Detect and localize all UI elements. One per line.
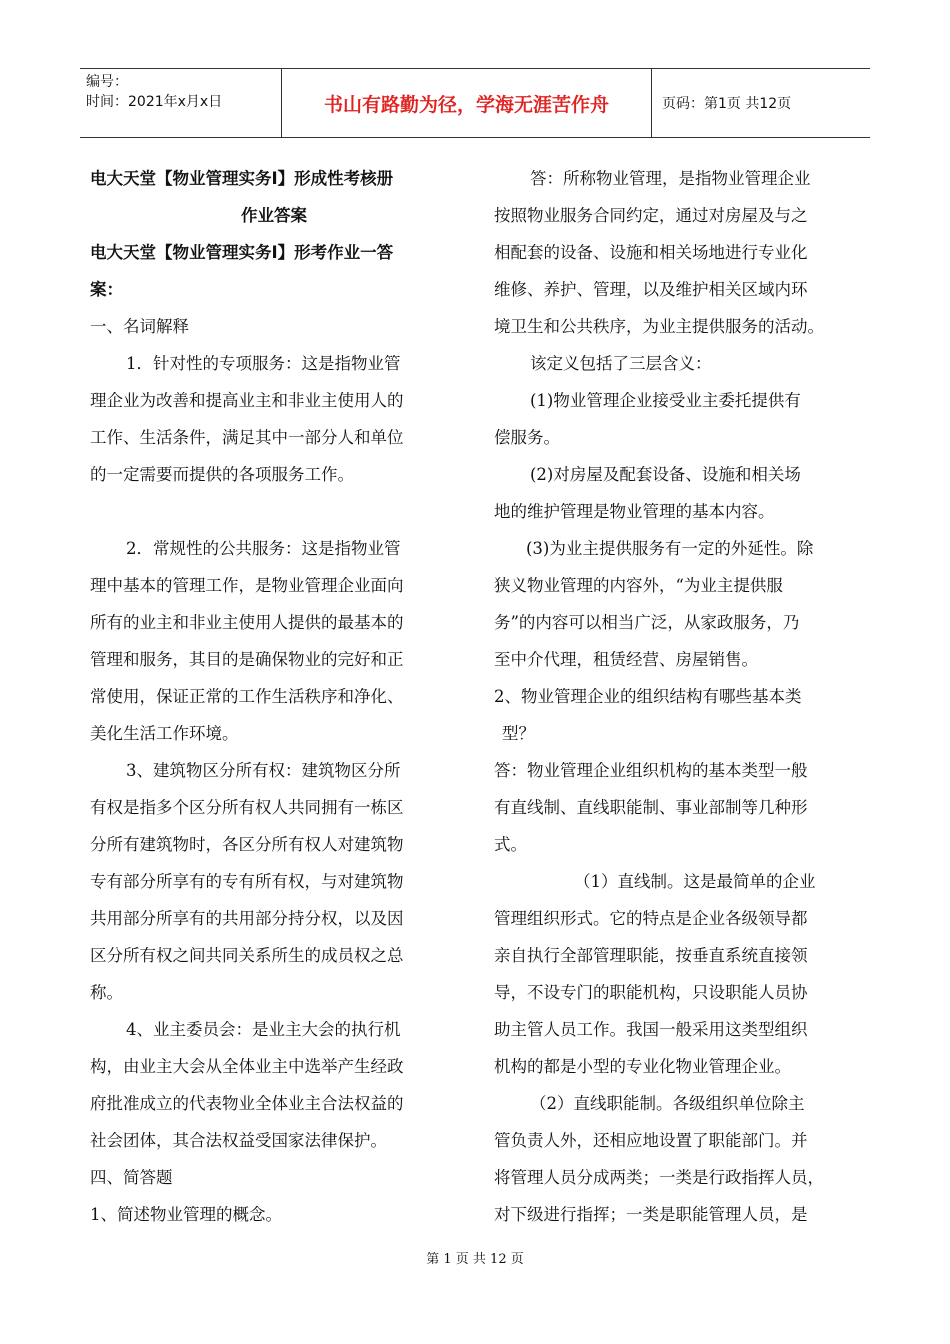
para-line: 府批准成立的代表物业全体业主合法权益的 <box>90 1094 404 1113</box>
para-line: 区分所有权之间共同关系所生的成员权之总 <box>90 946 404 965</box>
time-label: 时间：2021年x月x日 <box>86 94 223 110</box>
para-line: 导，不设专门的职能机构，只设职能人员协 <box>494 983 808 1002</box>
section-title-line-2: 案： <box>90 280 123 299</box>
heading-terms: 一、名词解释 <box>90 317 189 336</box>
para-line: 狭义物业管理的内容外，“为业主提供服 <box>494 576 783 595</box>
left-column <box>90 160 458 1233</box>
para-line: 专有部分所享有的专有所有权，与对建筑物 <box>90 872 404 891</box>
page-footer: 第 1 页 共 12 页 <box>426 1252 524 1267</box>
para-line: 有权是指多个区分所有权人共同拥有一栋区 <box>90 798 404 817</box>
heading-short-answer: 四、简答题 <box>90 1168 173 1187</box>
para-line: (2)对房屋及配套设备、设施和相关场 <box>530 465 801 484</box>
question-line: 2、物业管理企业的组织结构有哪些基本类 <box>494 687 802 706</box>
question-line: 型？ <box>502 724 535 743</box>
para-line: 答：物业管理企业组织机构的基本类型一般 <box>494 761 808 780</box>
para-line: 管负责人外，还相应地设置了职能部门。并 <box>494 1131 808 1150</box>
para-line: 至中介代理，租赁经营、房屋销售。 <box>494 650 758 669</box>
para-line: 该定义包括了三层含义： <box>530 354 712 373</box>
para-line: 构，由业主大会从全体业主中选举产生经政 <box>90 1057 404 1076</box>
para-line: 按照物业服务合同约定，通过对房屋及与之 <box>494 206 808 225</box>
para-line: 理中基本的管理工作，是物业管理企业面向 <box>90 576 404 595</box>
para-line: 管理和服务，其目的是确保物业的完好和正 <box>90 650 404 669</box>
para-line: 共用部分所享有的共用部分持分权，以及因 <box>90 909 404 928</box>
doc-title-line-1: 电大天堂【物业管理实务Ⅰ】形成性考核册 <box>90 169 394 188</box>
para-line: 务”的内容可以相当广泛，从家政服务，乃 <box>494 613 800 632</box>
spacer <box>90 493 458 530</box>
header-motto: 书山有路勤为径，学海无涯苦作舟 <box>282 69 652 137</box>
para-line: 机构的都是小型的专业化物业管理企业。 <box>494 1057 791 1076</box>
para-line: 式。 <box>494 835 527 854</box>
para-line: 4、业主委员会：是业主大会的执行机 <box>126 1020 401 1039</box>
para-line: （2）直线职能制。各级组织单位除主 <box>530 1094 805 1113</box>
header-meta <box>80 69 282 137</box>
para-line: (1)物业管理企业接受业主委托提供有 <box>530 391 801 410</box>
para-line: （1）直线制。这是最简单的企业 <box>574 872 816 891</box>
para-line: 相配套的设备、设施和相关场地进行专业化 <box>494 243 808 262</box>
number-label: 编号： <box>86 74 128 90</box>
page-header <box>80 68 870 138</box>
para-line: 常使用，保证正常的工作生活秩序和净化、 <box>90 687 404 706</box>
doc-title-line-2: 作业答案 <box>241 206 307 225</box>
para-line: 地的维护管理是物业管理的基本内容。 <box>494 502 775 521</box>
right-column <box>494 160 864 1233</box>
para-line: 将管理人员分成两类；一类是行政指挥人员， <box>494 1168 824 1187</box>
para-line: 分所有建筑物时，各区分所有权人对建筑物 <box>90 835 404 854</box>
para-line: 有直线制、直线职能制、事业部制等几种形 <box>494 798 808 817</box>
para-line: 社会团体，其合法权益受国家法律保护。 <box>90 1131 387 1150</box>
header-page-info: 页码：第1页 共12页 <box>662 96 792 112</box>
para-line: 助主管人员工作。我国一般采用这类型组织 <box>494 1020 808 1039</box>
para-line: 1．针对性的专项服务：这是指物业管 <box>126 354 401 373</box>
para-line: 偿服务。 <box>494 428 560 447</box>
para-line: 工作、生活条件，满足其中一部分人和单位 <box>90 428 404 447</box>
para-line: (3)为业主提供服务有一定的外延性。除 <box>526 539 814 558</box>
para-line: 管理组织形式。它的特点是企业各级领导都 <box>494 909 808 928</box>
para-line: 3、建筑物区分所有权：建筑物区分所 <box>126 761 401 780</box>
para-line: 所有的业主和非业主使用人提供的最基本的 <box>90 613 404 632</box>
para-line: 理企业为改善和提高业主和非业主使用人的 <box>90 391 404 410</box>
para-line: 2．常规性的公共服务：这是指物业管 <box>126 539 401 558</box>
para-line: 美化生活工作环境。 <box>90 724 239 743</box>
para-line: 对下级进行指挥；一类是职能管理人员，是 <box>494 1205 808 1224</box>
para-line: 称。 <box>90 983 123 1002</box>
section-title-line-1: 电大天堂【物业管理实务Ⅰ】形考作业一答 <box>90 243 394 262</box>
para-line: 答：所称物业管理，是指物业管理企业 <box>530 169 811 188</box>
para-line: 境卫生和公共秩序，为业主提供服务的活动。 <box>494 317 824 336</box>
para-line: 的一定需要而提供的各项服务工作。 <box>90 465 354 484</box>
para-line: 亲自执行全部管理职能，按垂直系统直接领 <box>494 946 808 965</box>
para-line: 维修、养护、管理，以及维护相关区域内环 <box>494 280 808 299</box>
question-line: 1、简述物业管理的概念。 <box>90 1205 282 1224</box>
